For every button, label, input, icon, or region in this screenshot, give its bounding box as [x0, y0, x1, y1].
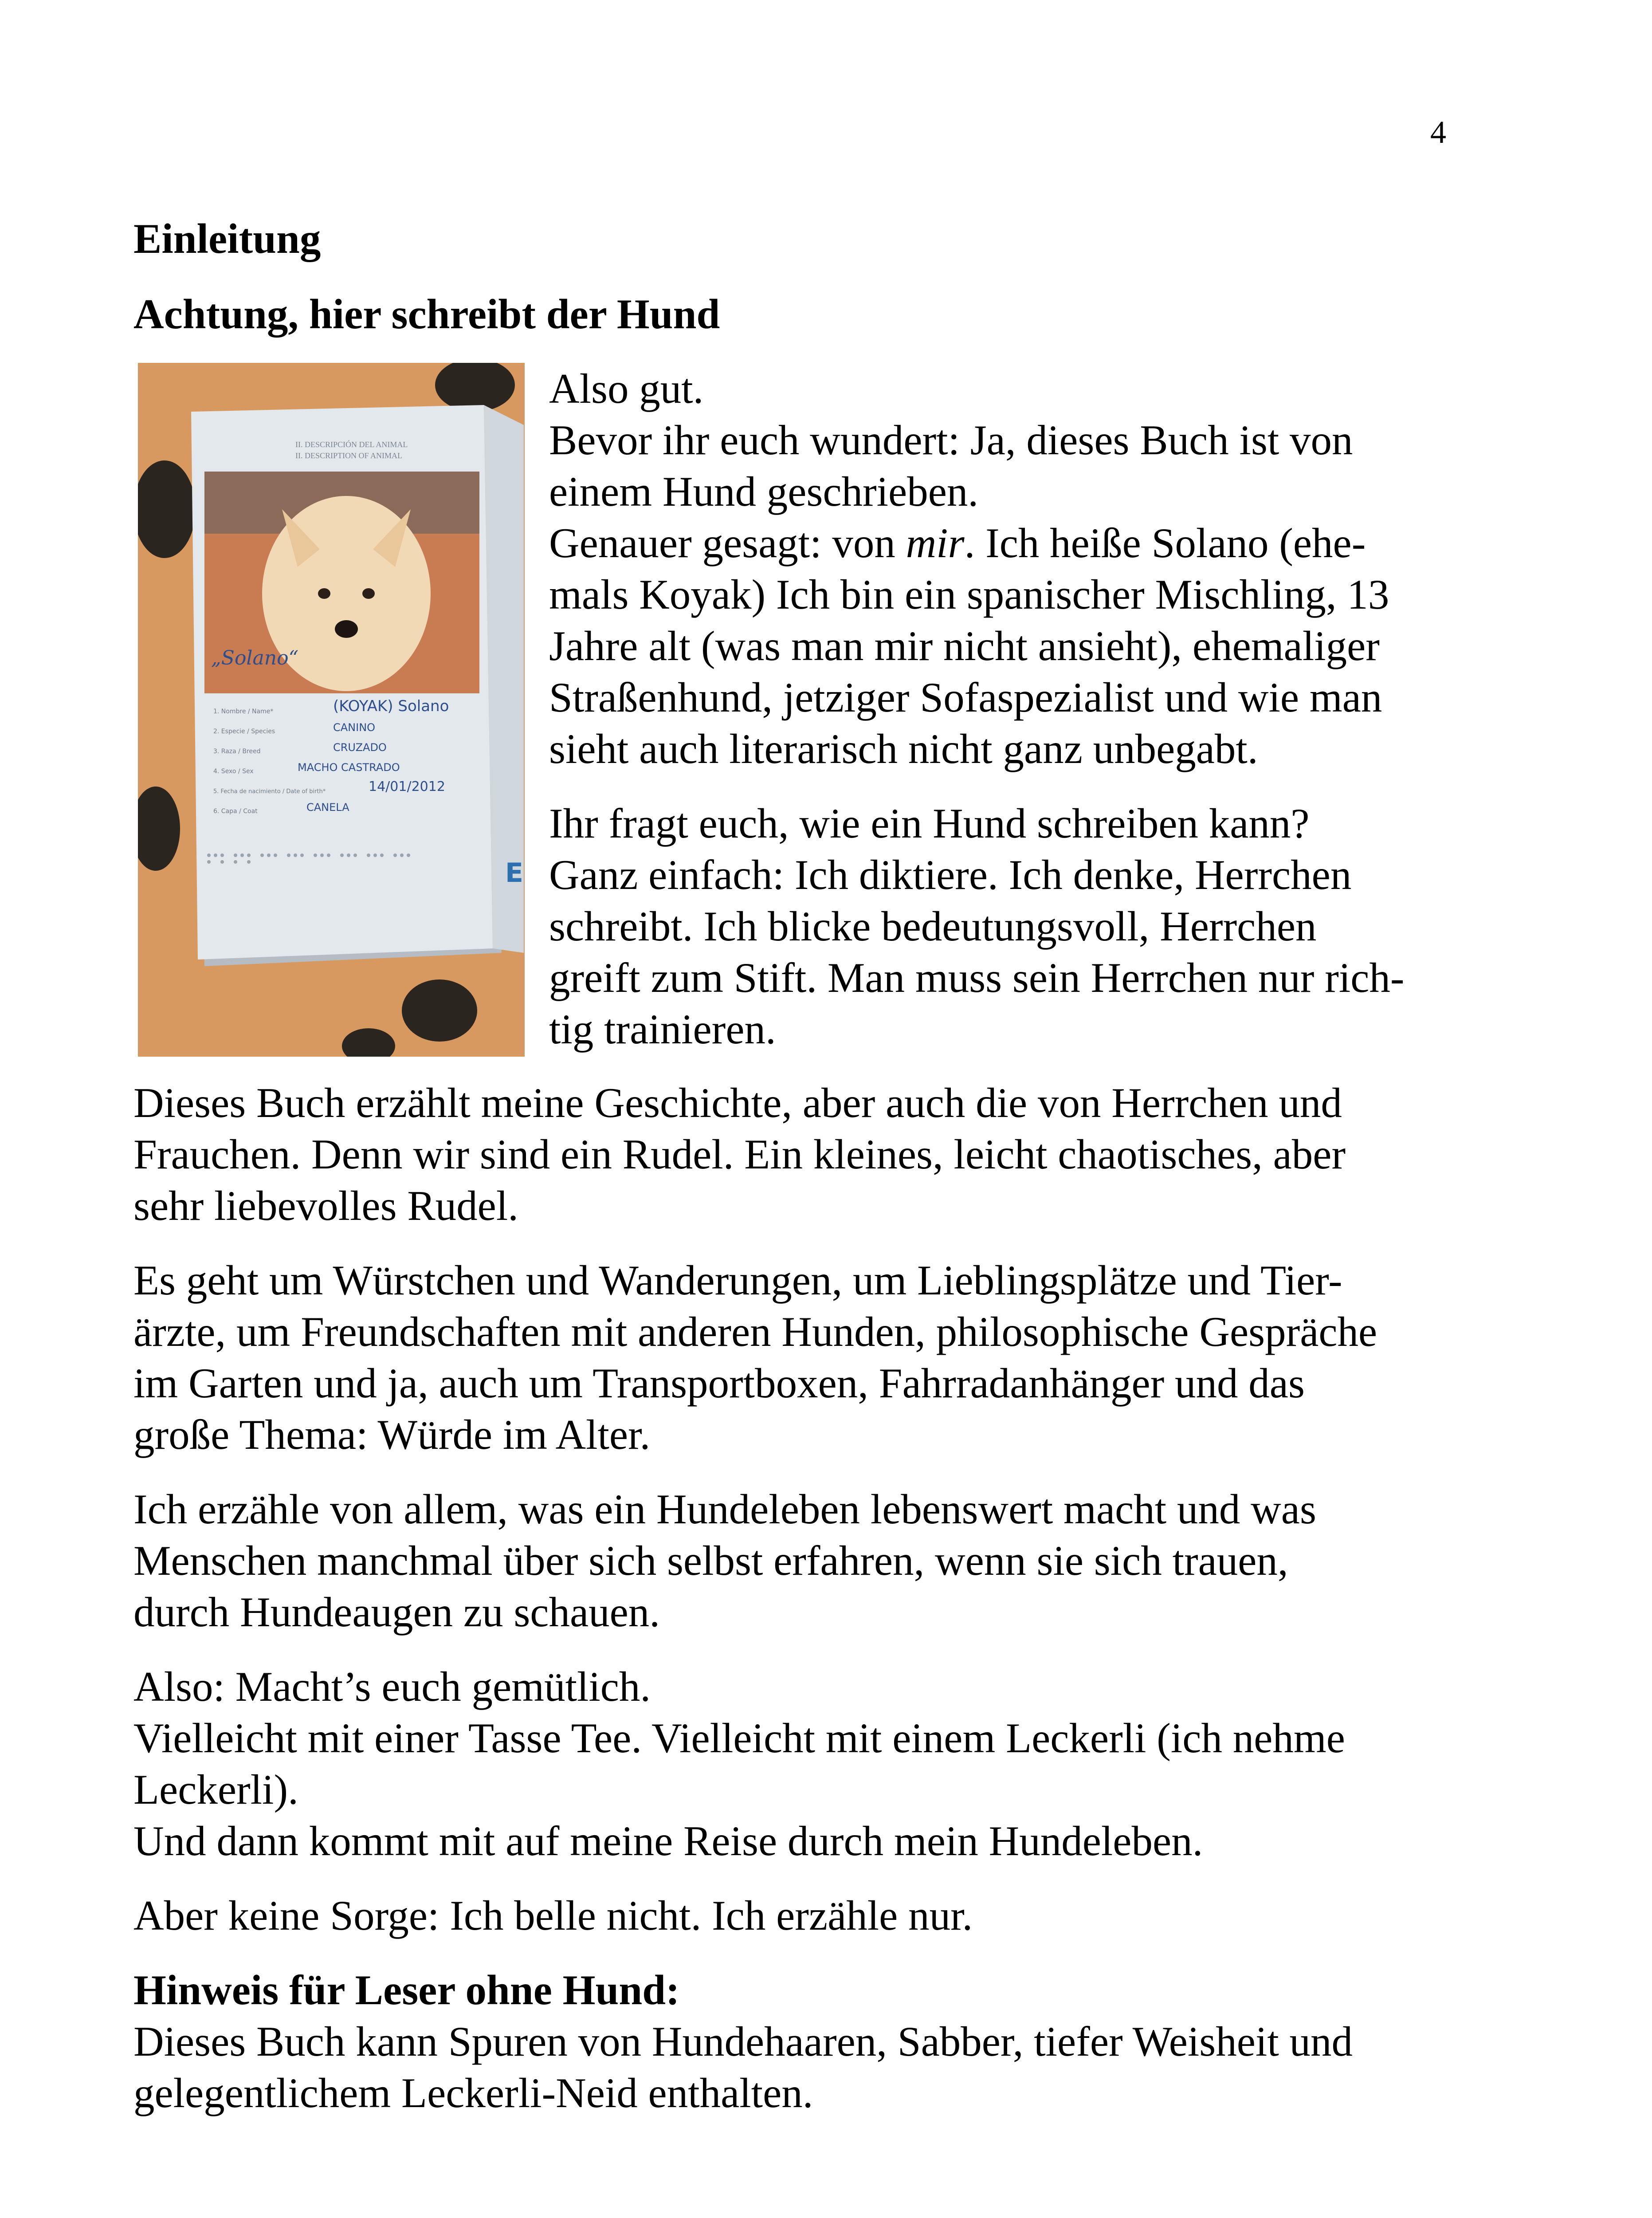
body-paragraph: [133, 1483, 1477, 1638]
field-value: (KOYAK) Solano: [333, 697, 449, 715]
field-label: 2. Especie / Species: [213, 728, 275, 735]
field-label: 1. Nombre / Name*: [213, 708, 274, 715]
text-line: Aber keine Sorge: Ich belle nicht. Ich erzähle nur.: [133, 1892, 973, 1939]
text-line: durch Hundeaugen zu schauen.: [133, 1589, 660, 1636]
text-line: Ihr fragt euch, wie ein Hund schreiben kann?: [549, 800, 1310, 847]
field-value: CRUZADO: [333, 741, 387, 754]
text-line: Jahre alt (was man mir nicht ansieht), ehemaliger: [549, 622, 1380, 669]
text-line: sieht auch literarisch nicht ganz unbegabt.: [549, 725, 1258, 772]
text-line: Straßenhund, jetziger Sofaspezialist und wie man: [549, 674, 1382, 721]
text-fragment: . Ich heiße Solano (ehe-: [964, 519, 1366, 566]
body-paragraph: [133, 1255, 1477, 1460]
passport-caption: „Solano“: [211, 647, 299, 669]
text-line: Also: Macht’s euch gemütlich.: [133, 1663, 651, 1710]
field-label: 3. Raza / Breed: [213, 748, 261, 755]
field-label: 4. Sexo / Sex: [213, 768, 254, 775]
text-line: Frauchen. Denn wir sind ein Rudel. Ein kleines, leicht chaotisches, aber: [133, 1131, 1346, 1178]
text-line: Ich erzähle von allem, was ein Hundeleben lebenswert macht und was: [133, 1486, 1316, 1533]
section-heading: Einleitung: [133, 215, 321, 262]
intro-block: [133, 363, 1477, 1058]
page-number: 4: [1430, 114, 1446, 150]
text-line: Dieses Buch erzählt meine Geschichte, aber auch die von Herrchen und: [133, 1079, 1342, 1126]
text-line: einem Hund geschrieben.: [549, 468, 979, 515]
page-content: [133, 213, 1477, 2119]
intro-paragraph: [549, 798, 1480, 1055]
body-paragraph: [133, 1890, 1477, 1941]
field-label: 5. Fecha de nacimiento / Date of birth*: [213, 788, 326, 795]
field-value: MACHO CASTRADO: [298, 761, 400, 774]
field-value: 14/01/2012: [369, 779, 445, 794]
body-paragraph: [133, 1661, 1477, 1867]
emphasized-word: mir: [906, 519, 965, 566]
body-paragraph: [133, 1077, 1477, 1231]
field-value: CANINO: [333, 721, 376, 734]
chapter-heading: Achtung, hier schreibt der Hund: [133, 291, 720, 338]
text-line: tig trainieren.: [549, 1006, 776, 1053]
text-fragment: Genauer gesagt: von: [549, 519, 906, 566]
text-line: Es geht um Würstchen und Wanderungen, um Lieblingsplätze und Tier-: [133, 1257, 1342, 1304]
text-line: schreibt. Ich blicke bedeutungsvoll, Herrchen: [549, 903, 1317, 950]
text-line: Also gut.: [549, 365, 704, 412]
text-line: Und dann kommt mit auf meine Reise durch mein Hundeleben.: [133, 1817, 1203, 1864]
text-line: Bevor ihr euch wundert: Ja, dieses Buch ist von: [549, 417, 1353, 464]
body-text: [133, 1077, 1477, 2119]
text-line: gelegentlichem Leckerli-Neid enthalten.: [133, 2069, 813, 2116]
text-line: große Thema: Würde im Alter.: [133, 1411, 651, 1458]
intro-text: [549, 363, 1480, 1055]
text-line: im Garten und ja, auch um Transportboxen, Fahrradanhänger und das: [133, 1360, 1305, 1407]
pet-passport-photo: [138, 363, 525, 1057]
text-line: Vielleicht mit einer Tasse Tee. Vielleicht mit einem Leckerli (ich nehme: [133, 1715, 1345, 1762]
passport-side-letter: E: [505, 857, 523, 889]
note-heading: Hinweis für Leser ohne Hund:: [133, 1966, 680, 2014]
text-line: mals Koyak) Ich bin ein spanischer Mischling, 13: [549, 571, 1389, 618]
field-label: 6. Capa / Coat: [213, 808, 258, 815]
text-line-with-emphasis: [549, 517, 1480, 569]
passport-title-2: II. DESCRIPTION OF ANIMAL: [295, 451, 403, 460]
text-line: Leckerli).: [133, 1766, 298, 1813]
passport-title-1: II. DESCRIPCIÓN DEL ANIMAL: [295, 440, 408, 449]
intro-paragraph: [549, 363, 1480, 775]
note-block: [133, 1964, 1477, 2119]
text-line: Dieses Buch kann Spuren von Hundehaaren, Sabber, tiefer Weisheit und: [133, 2018, 1353, 2065]
text-line: Ganz einfach: Ich diktiere. Ich denke, Herrchen: [549, 851, 1352, 898]
field-value: CANELA: [306, 801, 349, 814]
text-line: Menschen manchmal über sich selbst erfahren, wenn sie sich trauen,: [133, 1537, 1288, 1584]
text-line: sehr liebevolles Rudel.: [133, 1182, 518, 1229]
text-line: greift zum Stift. Man muss sein Herrchen nur rich-: [549, 954, 1405, 1001]
pet-passport-image: [138, 363, 525, 1057]
text-line: ärzte, um Freundschaften mit anderen Hunden, philosophische Gespräche: [133, 1308, 1377, 1355]
